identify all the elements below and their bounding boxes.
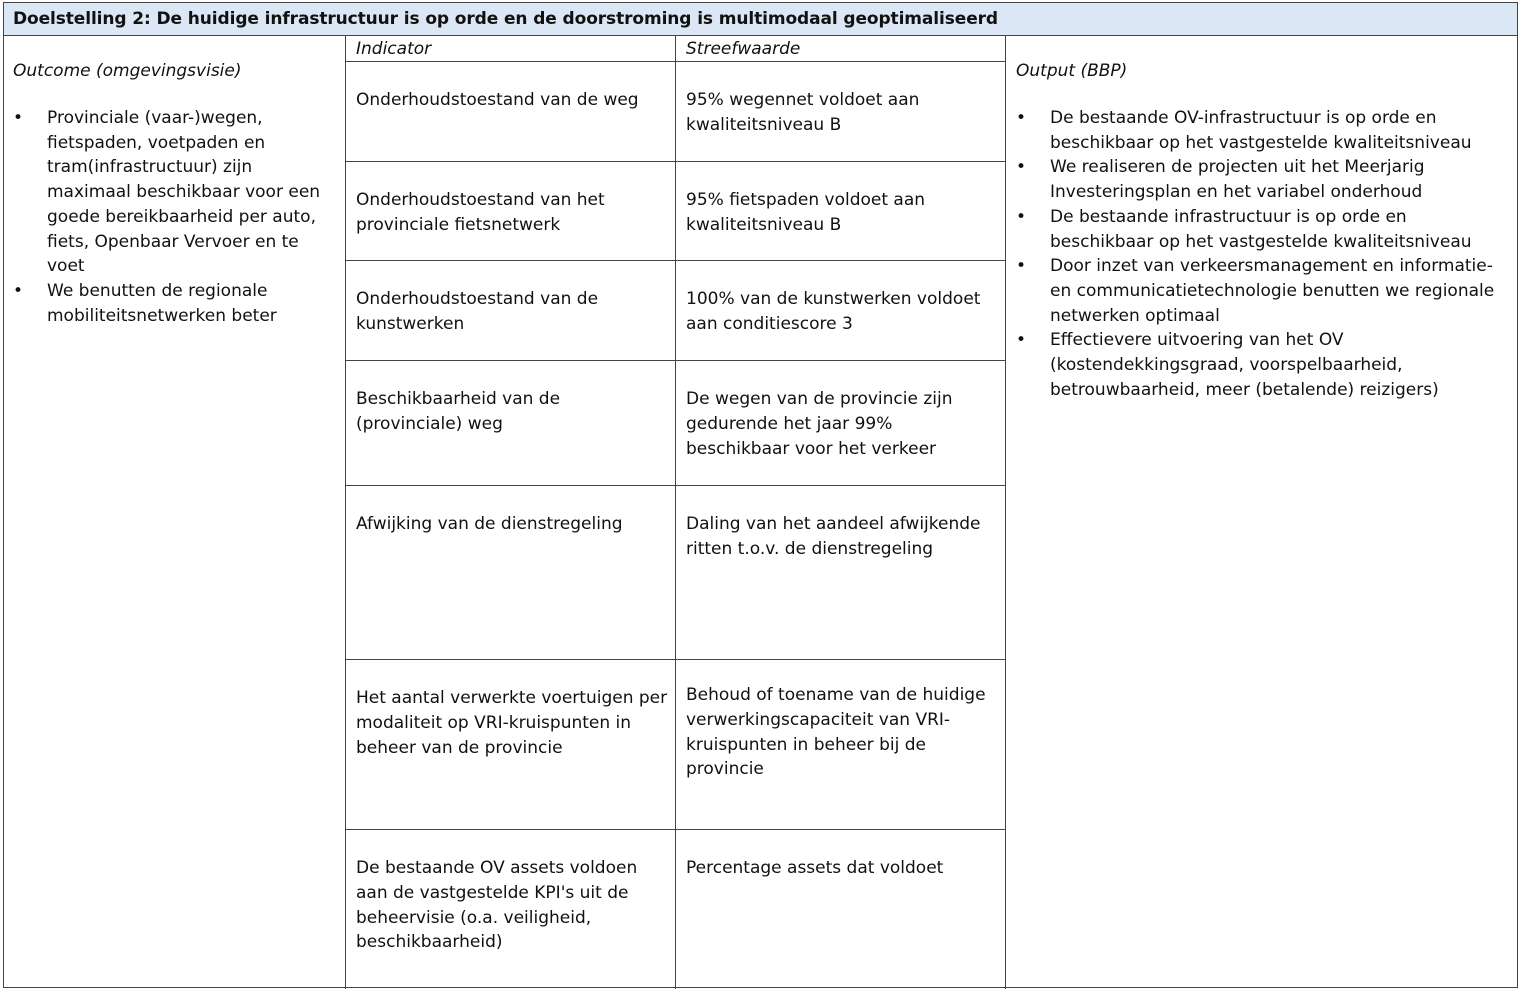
list-item: • Door inzet van verkeersmanagement en informatie- en communicatietechnologie benutten we regionale netwerken optimaal (1016, 254, 1506, 328)
streefwaarde-cell: Behoud of toename van de huidige verwerkingscapaciteit van VRI-kruispunten in beheer bij de provincie (686, 685, 986, 780)
streefwaarde-cell: De wegen van de provincie zijn gedurende het jaar 99% beschikbaar voor het verkeer (686, 389, 953, 459)
indicator-cell: Onderhoudstoestand van de weg (356, 90, 639, 110)
output-list (1016, 106, 1506, 402)
column-divider (1005, 36, 1006, 989)
column-divider (675, 36, 676, 989)
streefwaarde-cell: 95% wegennet voldoet aan kwaliteitsniveau B (686, 90, 920, 135)
list-item: • We realiseren de projecten uit het Meerjarig Investeringsplan en het variabel onderhoud (1016, 155, 1506, 204)
streefwaarde-header: Streefwaarde (686, 39, 801, 59)
row-divider (345, 485, 1006, 486)
table-bottom-border (3, 987, 1518, 988)
streefwaarde-cell: 95% fietspaden voldoet aan kwaliteitsniveau B (686, 190, 926, 235)
list-item: • De bestaande OV-infrastructuur is op orde en beschikbaar op het vastgestelde kwaliteitsniveau (1016, 106, 1506, 155)
row-divider (345, 360, 1006, 361)
streefwaarde-cell: 100% van de kunstwerken voldoet aan conditiescore 3 (686, 289, 981, 334)
list-item: • Effectievere uitvoering van het OV (kostendekkingsgraad, voorspelbaarheid, betrouwbaarheid, meer (betalende) reizigers) (1016, 328, 1506, 402)
list-item: • Provinciale (vaar-)wegen, fietspaden, voetpaden en tram(infrastructuur) zijn maximaal beschikbaar voor een goede bereikbaarheid per auto, fiets, Openbaar Vervoer en te voet (13, 106, 328, 279)
outcome-list (13, 106, 328, 328)
page-title: Doelstelling 2: De huidige infrastructuur is op orde en de doorstroming is multimodaal geoptimaliseerd (3, 2, 1518, 36)
output-heading: Output (BBP) (1016, 61, 1128, 81)
column-divider (345, 36, 346, 989)
indicator-cell: Onderhoudstoestand van het provinciale fietsnetwerk (356, 190, 605, 235)
indicator-cell: Afwijking van de dienstregeling (356, 514, 623, 534)
indicator-cell: Onderhoudstoestand van de kunstwerken (356, 289, 599, 334)
indicator-cell: Het aantal verwerkte voertuigen per modaliteit op VRI-kruispunten in beheer van de provincie (356, 688, 668, 758)
row-divider (345, 260, 1006, 261)
row-divider (345, 659, 1006, 660)
indicator-cell: De bestaande OV assets voldoen aan de vastgestelde KPI's uit de beheervisie (o.a. veiligheid, beschikbaarheid) (356, 858, 638, 953)
list-item: • De bestaande infrastructuur is op orde en beschikbaar op het vastgestelde kwaliteitsniveau (1016, 205, 1506, 254)
indicator-header: Indicator (356, 39, 432, 59)
outcome-heading: Outcome (omgevingsvisie) (13, 61, 242, 81)
row-divider (345, 161, 1006, 162)
list-item: • We benutten de regionale mobiliteitsnetwerken beter (13, 279, 328, 328)
indicator-cell: Beschikbaarheid van de (provinciale) weg (356, 389, 561, 434)
streefwaarde-cell: Daling van het aandeel afwijkende ritten t.o.v. de dienstregeling (686, 514, 981, 559)
row-divider (345, 829, 1006, 830)
streefwaarde-cell: Percentage assets dat voldoet (686, 858, 944, 878)
